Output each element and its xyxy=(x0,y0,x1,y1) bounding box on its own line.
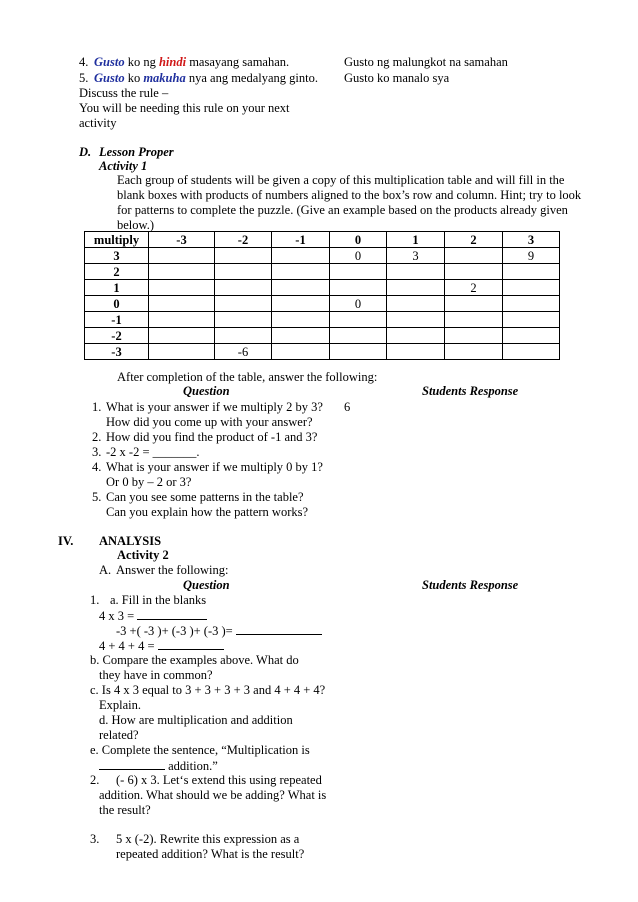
table-cell[interactable] xyxy=(387,328,445,344)
rule-5-right: Gusto ko manalo sya xyxy=(344,71,450,85)
item-b-line2: they have in common? xyxy=(99,668,213,682)
question-header-2: Question xyxy=(183,578,230,592)
item-1-num: 1. xyxy=(90,593,100,607)
table-cell[interactable] xyxy=(387,344,445,360)
item-e-line1: e. Complete the sentence, “Multiplication is xyxy=(90,743,310,757)
rule-4-word-kong: ko ng xyxy=(127,55,156,69)
table-row xyxy=(85,296,560,312)
table-cell[interactable] xyxy=(330,344,387,360)
analysis-title: ANALYSIS xyxy=(99,534,162,548)
table-cell[interactable] xyxy=(215,296,272,312)
table-cell[interactable] xyxy=(149,296,215,312)
section-d-title: Lesson Proper xyxy=(99,145,174,159)
table-row xyxy=(85,328,560,344)
part-a-label: A. xyxy=(99,563,112,577)
rule-5-rest: nya ang medalyang ginto. xyxy=(188,71,318,85)
table-cell: 0 xyxy=(330,248,387,264)
table-cell[interactable] xyxy=(503,328,560,344)
table-cell: 2 xyxy=(445,280,503,296)
rule-4-word-hindi: hindi xyxy=(158,55,187,69)
needing-rule-line2: activity xyxy=(79,116,117,130)
table-cell[interactable] xyxy=(503,344,560,360)
blank-4x3[interactable] xyxy=(137,608,207,620)
table-cell[interactable] xyxy=(503,296,560,312)
row-header: -2 xyxy=(85,328,149,344)
question-header: Question xyxy=(183,384,230,398)
rule-4-num: 4. xyxy=(79,55,89,69)
part-a-text: Answer the following: xyxy=(116,563,229,577)
rule-5-word-gusto: Gusto xyxy=(94,71,125,85)
column-header: -3 xyxy=(149,232,215,248)
eq-repeated-neg3 xyxy=(116,623,322,639)
rule-4-rest: masayang samahan. xyxy=(189,55,290,69)
item-3-num: 3. xyxy=(90,832,100,846)
table-cell[interactable] xyxy=(503,280,560,296)
table-row xyxy=(85,344,560,360)
q5-num: 5. xyxy=(92,490,102,504)
item-1-text: a. Fill in the blanks xyxy=(110,593,207,607)
table-cell: 0 xyxy=(330,296,387,312)
section-iv-number: IV. xyxy=(58,534,74,548)
table-cell[interactable] xyxy=(215,248,272,264)
table-cell[interactable] xyxy=(272,328,330,344)
table-cell[interactable] xyxy=(149,312,215,328)
table-cell[interactable] xyxy=(215,280,272,296)
q4-continuation: Or 0 by – 2 or 3? xyxy=(106,475,192,489)
table-cell[interactable] xyxy=(503,264,560,280)
table-cell[interactable] xyxy=(272,248,330,264)
students-response-header-2: Students Response xyxy=(422,578,519,592)
q4-num: 4. xyxy=(92,460,102,474)
q1-text: What is your answer if we multiply 2 by 3? xyxy=(106,400,323,414)
eq-repeated-neg3-text: -3 +( -3 )+ (-3 )+ (-3 )= xyxy=(116,624,233,638)
table-cell[interactable] xyxy=(272,280,330,296)
table-cell[interactable] xyxy=(445,328,503,344)
column-header: -1 xyxy=(272,232,330,248)
column-header: 1 xyxy=(387,232,445,248)
item-c-line1: c. Is 4 x 3 equal to 3 + 3 + 3 + 3 and 4 + 4 + 4? xyxy=(90,683,326,697)
row-header: 2 xyxy=(85,264,149,280)
q1-num: 1. xyxy=(92,400,102,414)
row-header: 3 xyxy=(85,248,149,264)
eq-4plus4plus4 xyxy=(99,638,224,654)
table-cell[interactable] xyxy=(445,344,503,360)
table-header-row xyxy=(85,232,560,248)
item-e-line2-text: addition.” xyxy=(168,759,218,773)
table-cell[interactable] xyxy=(330,328,387,344)
table-cell[interactable] xyxy=(445,296,503,312)
multiplication-table xyxy=(84,231,560,360)
item-b-line1: b. Compare the examples above. What do xyxy=(90,653,299,667)
q2-text: How did you find the product of -1 and 3? xyxy=(106,430,318,444)
item-2-line3: the result? xyxy=(99,803,151,817)
eq-4plus4plus4-text: 4 + 4 + 4 = xyxy=(99,639,155,653)
table-cell[interactable] xyxy=(272,312,330,328)
section-d-label: D. xyxy=(79,145,92,159)
item-c-line2: Explain. xyxy=(99,698,142,712)
table-cell[interactable] xyxy=(330,264,387,280)
table-cell[interactable] xyxy=(445,312,503,328)
q4-text: What is your answer if we multiply 0 by 1? xyxy=(106,460,323,474)
students-response-header: Students Response xyxy=(422,384,519,398)
row-header: 0 xyxy=(85,296,149,312)
table-cell[interactable] xyxy=(330,280,387,296)
row-header: -3 xyxy=(85,344,149,360)
q1-answer: 6 xyxy=(344,400,351,414)
needing-rule-line1: You will be needing this rule on your next xyxy=(79,101,290,115)
table-cell[interactable] xyxy=(149,248,215,264)
table-cell[interactable] xyxy=(272,264,330,280)
table-cell[interactable] xyxy=(215,264,272,280)
table-cell: 3 xyxy=(387,248,445,264)
after-completion-intro: After completion of the table, answer the following: xyxy=(117,370,378,384)
table-cell[interactable] xyxy=(445,248,503,264)
table-cell[interactable] xyxy=(149,328,215,344)
item-e-line2 xyxy=(99,758,218,774)
eq-4x3 xyxy=(99,608,207,624)
column-header: 3 xyxy=(503,232,560,248)
activity-1-label: Activity 1 xyxy=(99,159,148,173)
table-cell[interactable] xyxy=(503,312,560,328)
q1-continuation: How did you come up with your answer? xyxy=(106,415,313,429)
table-cell: 9 xyxy=(503,248,560,264)
column-header: 2 xyxy=(445,232,503,248)
row-header: 1 xyxy=(85,280,149,296)
q5-text: Can you see some patterns in the table? xyxy=(106,490,304,504)
rule-5-num: 5. xyxy=(79,71,89,85)
item-3-line1: 5 x (-2). Rewrite this expression as a xyxy=(116,832,300,846)
table-row xyxy=(85,312,560,328)
blank-4plus4plus4[interactable] xyxy=(158,638,224,650)
table-row xyxy=(85,264,560,280)
item-d-line2: related? xyxy=(99,728,139,742)
table-cell: -6 xyxy=(215,344,272,360)
q5-continuation: Can you explain how the pattern works? xyxy=(106,505,309,519)
activity-1-para-line1: Each group of students will be given a copy of this multiplication table and will fill in the xyxy=(117,173,565,187)
activity-2-label: Activity 2 xyxy=(117,548,169,562)
rule-5-word-makuha: makuha xyxy=(143,71,186,85)
table-cell[interactable] xyxy=(149,280,215,296)
item-2-num: 2. xyxy=(90,773,100,787)
table-cell[interactable] xyxy=(387,296,445,312)
rule-4-text xyxy=(94,55,289,70)
activity-1-para-line2: blank boxes with products of numbers aligned to the box’s row and column. Hint; try to look xyxy=(117,188,582,202)
table-row xyxy=(85,248,560,264)
q3-num: 3. xyxy=(92,445,102,459)
table-cell[interactable] xyxy=(272,296,330,312)
table-cell[interactable] xyxy=(272,344,330,360)
rule-5-text xyxy=(94,71,318,86)
discuss-rule: Discuss the rule – xyxy=(79,86,169,100)
blank-multiplication-is[interactable] xyxy=(99,758,165,770)
item-3-line2: repeated addition? What is the result? xyxy=(116,847,305,861)
rule-5-word-ko: ko xyxy=(127,71,141,85)
table-cell[interactable] xyxy=(330,312,387,328)
item-2-line2: addition. What should we be adding? What is xyxy=(99,788,327,802)
table-cell[interactable] xyxy=(215,312,272,328)
item-2-line1: (- 6) x 3. Let‘s extend this using repeated xyxy=(116,773,322,787)
q2-num: 2. xyxy=(92,430,102,444)
rule-4-right: Gusto ng malungkot na samahan xyxy=(344,55,508,69)
row-header: -1 xyxy=(85,312,149,328)
table-cell[interactable] xyxy=(149,264,215,280)
item-d-line1: d. How are multiplication and addition xyxy=(99,713,293,727)
table-cell[interactable] xyxy=(387,312,445,328)
table-corner-multiply: multiply xyxy=(85,232,149,248)
activity-1-para-line3: for patterns to complete the puzzle. (Give an example based on the products already given xyxy=(117,203,568,217)
table-cell[interactable] xyxy=(215,328,272,344)
table-cell[interactable] xyxy=(149,344,215,360)
eq-4x3-text: 4 x 3 = xyxy=(99,609,135,623)
rule-4-word-gusto: Gusto xyxy=(94,55,125,69)
table-cell[interactable] xyxy=(387,264,445,280)
q3-text: -2 x -2 = _______. xyxy=(106,445,200,459)
column-header: -2 xyxy=(215,232,272,248)
activity-1-para-line4: below.) xyxy=(117,218,155,232)
table-cell[interactable] xyxy=(387,280,445,296)
table-cell[interactable] xyxy=(445,264,503,280)
column-header: 0 xyxy=(330,232,387,248)
table-row xyxy=(85,280,560,296)
blank-repeated-neg3[interactable] xyxy=(236,623,322,635)
